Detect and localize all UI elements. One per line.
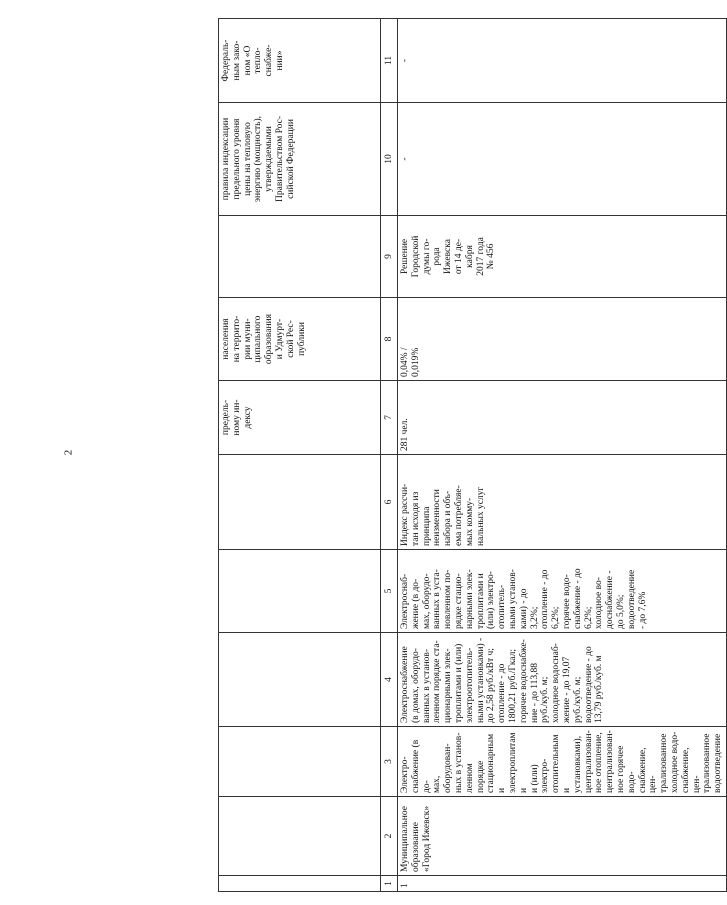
header-cell-10: правила индексации предельного уровня цены на тепловую энергию (мощность), утверждаемыми Правительством Рос- сийской Федерации (219, 103, 381, 216)
column-number-2: 2 (381, 797, 398, 876)
column-number-1: 1 (381, 876, 398, 892)
decision-cell: Решение Городской думы го- рода Ижевска от 14 де- кабря 2017 года № 456 (398, 216, 727, 298)
column-number-9: 9 (381, 216, 398, 298)
header-cell-7: предель- ному ин- дексу (219, 381, 381, 455)
header-cell-4 (219, 633, 381, 727)
column-number-4: 4 (381, 633, 398, 727)
column-number-10: 10 (381, 103, 398, 216)
header-cell-3 (219, 727, 381, 797)
column-number-3: 3 (381, 727, 398, 797)
header-cell-9 (219, 216, 381, 298)
row-number-cell: 1 (398, 876, 727, 892)
population-cell: 281 чел. (398, 381, 727, 455)
header-cell-2 (219, 797, 381, 876)
header-cell-8: населения на террито- рии муни- ципального образования и Удмурт- ской Рес- публики (219, 298, 381, 381)
column-number-11: 11 (381, 19, 398, 103)
column-number-row (381, 19, 398, 892)
calculation-note-cell: Индекс рассчи- тан исходя из принципа неизменности набора и объ- ема потребляе- мых комму- нальных услуг (398, 455, 727, 550)
header-cell-11: Федераль- ным зако- ном «О тепло- снабже- нии» (219, 19, 381, 103)
municipality-cell: Муниципальное образование «Город Ижевск» (398, 797, 727, 876)
population-share-cell: 0,04% / 0,019% (398, 298, 727, 381)
column-number-8: 8 (381, 298, 398, 381)
tariffs-cell: Электроснабжение (в домах, оборудо- ванных в установ- ленном порядке ста- ционарными элек- троплитами и (или) электроотопитель- ными установками) - до 2,58 руб./кВт ч; отопление - до 1800,21 руб./Гкал; горячее водоснабже- ние - до 113,88 руб./куб. м; холодное водоснаб- жение - до 19,07 руб./куб. м; водоотведение - до 13,79 руб./куб. м (398, 633, 727, 727)
federal-law-cell: - (398, 19, 727, 103)
indexation-rules-cell: - (398, 103, 727, 216)
header-cell-5 (219, 550, 381, 633)
column-number-6: 6 (381, 455, 398, 550)
page-number: 2 (62, 449, 75, 456)
rotated-table-container (218, 19, 724, 892)
services-cell: Электро- снабжение (в до- мах, оборудован- ных в установ- ленном порядке стационарными электроплитами и (или) электро- отопительными установками), централизован- ное отопление, централизован- ное горячее водо- снабжение, цен- трализованное холодное водо- снабжение, цен- трализованное водоотведение (398, 727, 727, 797)
index-table (218, 18, 727, 892)
column-number-7: 7 (381, 381, 398, 455)
header-cell-6 (219, 455, 381, 550)
header-row (219, 19, 381, 892)
header-cell-1 (219, 876, 381, 892)
table-row (398, 19, 727, 892)
index-values-cell: Электроснаб- жение (в до- мах, оборудо- ванных в уста- новленном по- рядке стацио- нарными элек- троплитами и (или) электро- отопитель- ными установ- ками) - до 3,2%; отопление - до 6,2%; горячее водо- снабжение - до 6,2%; холодное во- доснабжение - до 5,0%; водоотведение - до 7,6% (398, 550, 727, 633)
column-number-5: 5 (381, 550, 398, 633)
